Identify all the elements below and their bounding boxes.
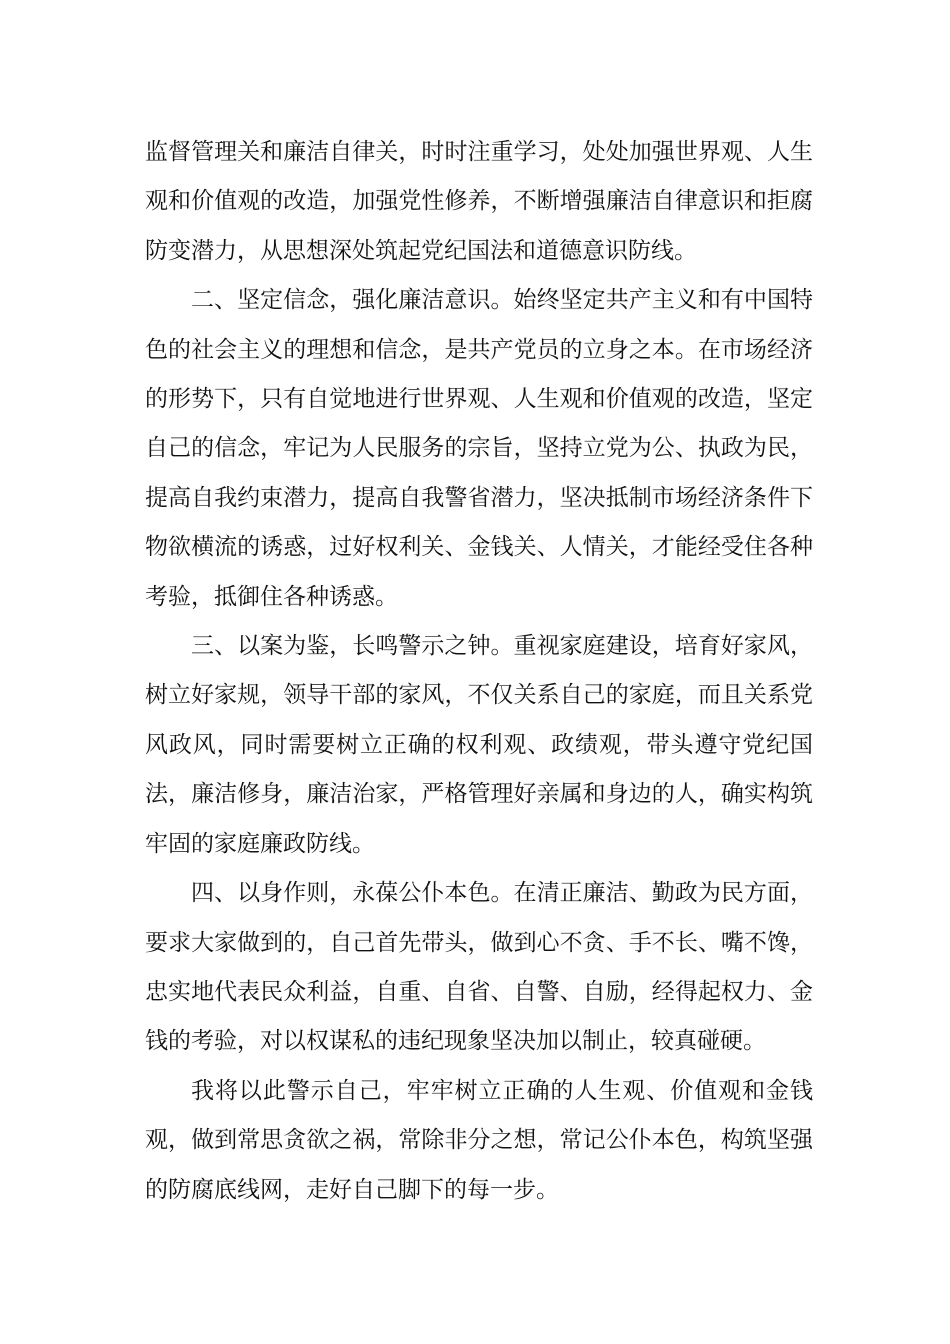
paragraph-section-3: 三、以案为鉴，长鸣警示之钟。重视家庭建设，培育好家风，树立好家规，领导干部的家风，不仅关系自己的家庭，而且关系党风政风，同时需要树立正确的权利观、政绩观，带头遵守党纪国法，廉洁修身，廉洁治家，严格管理好亲属和身边的人，确实构筑牢固的家庭廉政防线。 — [145, 633, 813, 857]
document-body — [145, 128, 813, 1215]
paragraph-conclusion: 我将以此警示自己，牢牢树立正确的人生观、价值观和金钱观，做到常思贪欲之祸，常除非分之想，常记公仆本色，构筑坚强的防腐底线网，走好自己脚下的每一步。 — [145, 1077, 813, 1203]
paragraph-section-2: 二、坚定信念，强化廉洁意识。始终坚定共产主义和有中国特色的社会主义的理想和信念，是共产党员的立身之本。在市场经济的形势下，只有自觉地进行世界观、人生观和价值观的改造，坚定自己的信念，牢记为人民服务的宗旨，坚持立党为公、执政为民，提高自我约束潜力，提高自我警省潜力，坚决抵制市场经济条件下物欲横流的诱惑，过好权利关、金钱关、人情关，才能经受住各种考验，抵御住各种诱惑。 — [145, 287, 813, 610]
paragraph-continuation: 监督管理关和廉洁自律关，时时注重学习，处处加强世界观、人生观和价值观的改造，加强党性修养，不断增强廉洁自律意识和拒腐防变潜力，从思想深处筑起党纪国法和道德意识防线。 — [145, 139, 813, 264]
paragraph-section-4: 四、以身作则，永葆公仆本色。在清正廉洁、勤政为民方面，要求大家做到的，自己首先带头，做到心不贪、手不长、嘴不馋，忠实地代表民众利益，自重、自省、自警、自励，经得起权力、金钱的考验，对以权谋私的违纪现象坚决加以制止，较真碰硬。 — [145, 880, 813, 1055]
